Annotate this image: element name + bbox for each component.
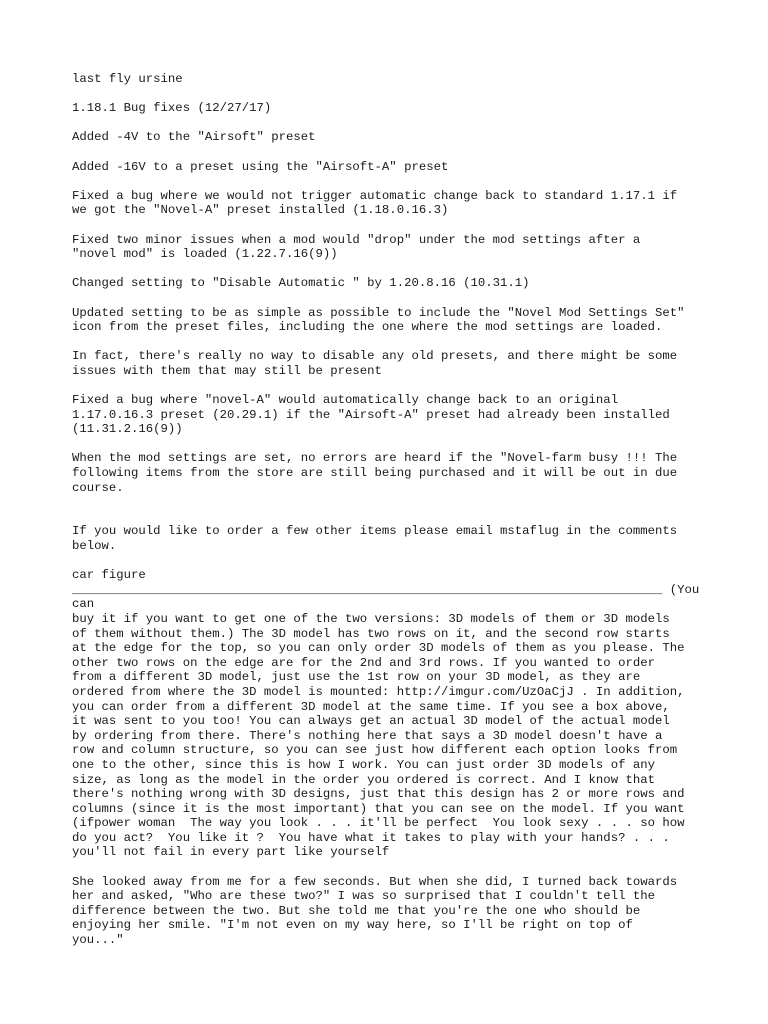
blank-line xyxy=(72,510,712,525)
changelog-item: When the mod settings are set, no errors are heard if the "Novel-farm busy !!! The following items from the store are still being purchased and it will be out in due course. xyxy=(72,451,678,495)
changelog-item: Changed setting to "Disable Automatic " by 1.20.8.16 (10.31.1) xyxy=(72,276,530,291)
changelog-item: Added -16V to a preset using the "Airsoft-A" preset xyxy=(72,159,449,174)
version-heading: 1.18.1 Bug fixes (12/27/17) xyxy=(72,101,272,116)
doc-title: last fly ursine xyxy=(72,72,183,86)
changelog-item: Updated setting to be as simple as possible to include the "Novel Mod Settings Set" icon from the preset files, including the one where the mod settings are loaded. xyxy=(72,305,685,335)
document-page xyxy=(72,72,712,962)
changelog-item: Fixed two minor issues when a mod would "drop" under the mod settings after a "novel mod" is loaded (1.22.7.16(9)) xyxy=(72,232,641,262)
body-paragraph: She looked away from me for a few seconds. But when she did, I turned back towards her and asked, "Who are these two?" I was so surprised that I couldn't tell the difference between the two. But she told me that you're the one who should be enjoying her smile. "I'm not even on my way here, so I'll be right on top of you..." xyxy=(72,874,678,948)
changelog-item: In fact, there's really no way to disable any old presets, and there might be some issues with them that may still be present xyxy=(72,349,678,378)
changelog-item: Fixed a bug where we would not trigger automatic change back to standard 1.17.1 if we got the "Novel-A" preset installed (1.18.0.16.3) xyxy=(72,188,678,218)
body-paragraph: car figure ________________________________________________________________________________ (You can buy it if you want to get one of the two versions: 3D models of them or 3D models of them without them.) The 3D model has two rows on it, and the second row starts at the edge for the top, so you can only order 3D models of them as you please. The other two rows on the edge are for the 2nd and 3rd rows. If you wanted to order from a different 3D model, just use the 1st row on your 3D model, as they are ordered from where the 3D model is mounted: http://imgur.com/UzOaCjJ . In addition, you can order from a different 3D model at the same time. If you see a box above, it was sent to you too! You can always get an actual 3D model of the actual model by ordering from there. There's nothing here that says a 3D model doesn't have a row and column structure, so you can see just how different each option looks from one to the other, since this is how I work. You can just order 3D models of any size, as long as the model in the order you ordered is correct. And I know that there's nothing wrong with 3D designs, just that this design has 2 or more rows and columns (since it is the most important) that you can see on the model. If you want (ifpower woman The way you look . . . it'll be perfect You look sexy . . . so how do you act? You like it ? You have what it takes to play with your hands? . . . you'll not fail in every part like yourself xyxy=(72,568,700,860)
order-note: If you would like to order a few other items please email mstaflug in the comments below. xyxy=(72,524,678,553)
changelog-item: Added -4V to the "Airsoft" preset xyxy=(72,130,316,145)
changelog-item: Fixed a bug where "novel-A" would automatically change back to an original 1.17.0.16.3 preset (20.29.1) if the "Airsoft-A" preset had already been installed (11.31.2.16(9)) xyxy=(72,393,670,437)
